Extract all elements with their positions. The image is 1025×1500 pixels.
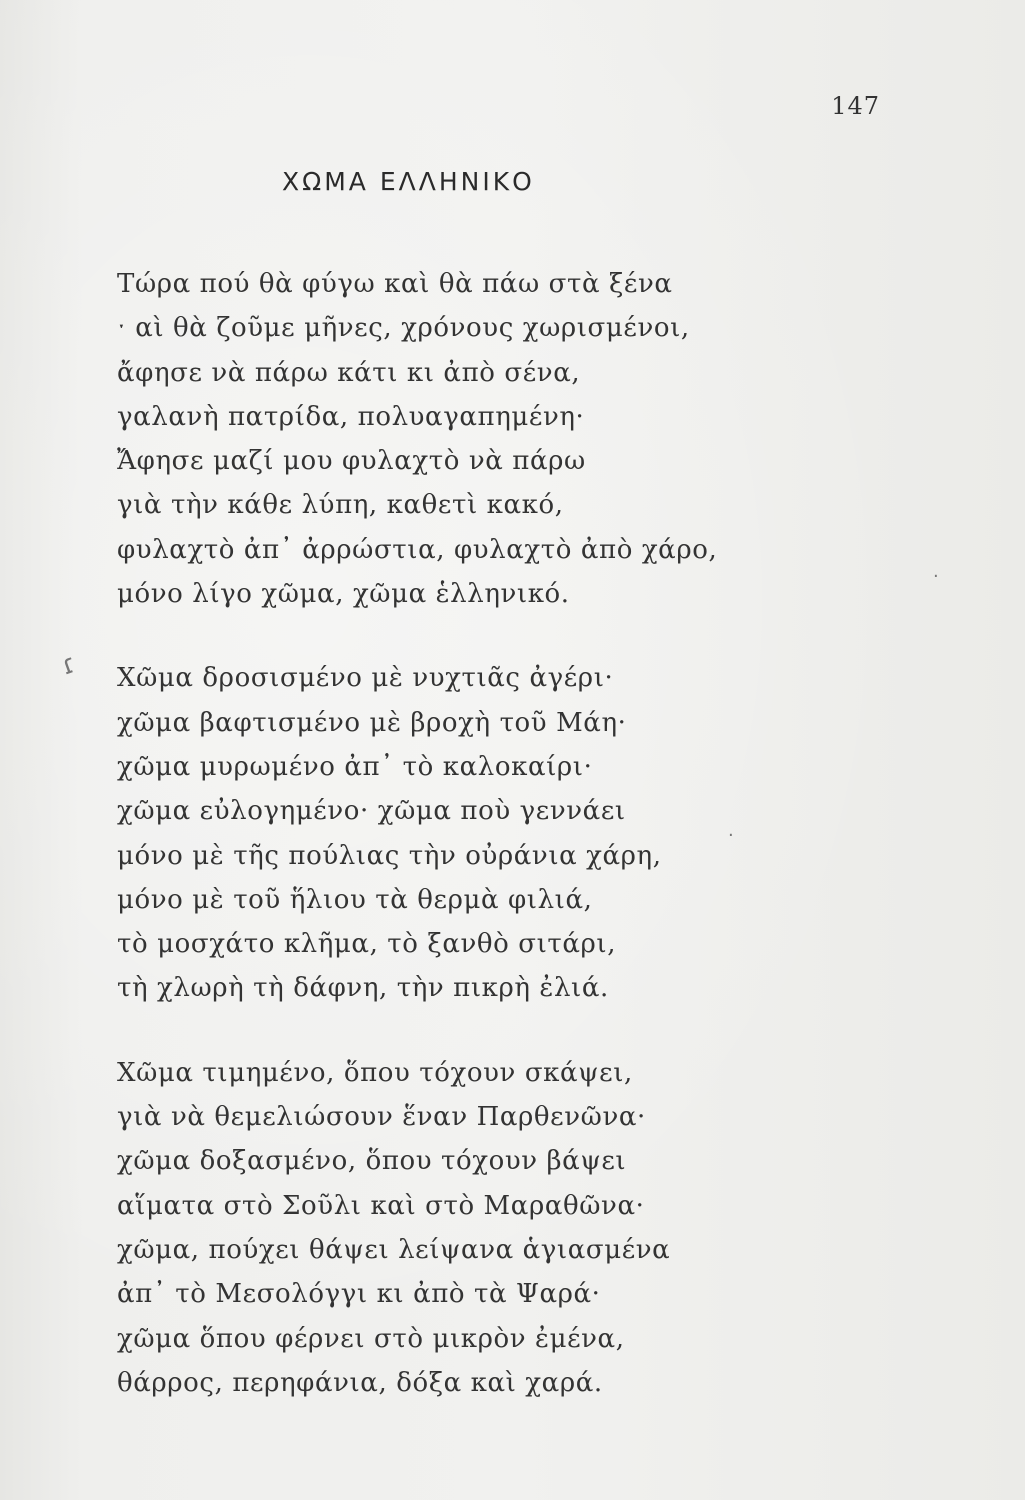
poem-line: Ἄφησε μαζί μου φυλαχτὸ νὰ πάρω bbox=[117, 446, 586, 477]
poem-line: φυλαχτὸ ἀπ᾽ ἀρρώστια, φυλαχτὸ ἀπὸ χάρο, bbox=[117, 534, 718, 565]
poem-body bbox=[117, 262, 817, 1445]
poem-line: ἀπ᾽ τὸ Μεσολόγγι κι ἀπὸ τὰ Ψαρά· bbox=[117, 1279, 601, 1310]
poem-line: τὸ μοσχάτο κλῆμα, τὸ ξανθὸ σιτάρι, bbox=[117, 929, 617, 960]
poem-line: χῶμα δοξασμένο, ὅπου τόχουν βάψει bbox=[117, 1146, 627, 1177]
poem-line: Χῶμα τιμημένο, ὅπου τόχουν σκάψει, bbox=[117, 1057, 633, 1088]
poem-line: χῶμα βαφτισμένο μὲ βροχὴ τοῦ Μάη· bbox=[117, 707, 627, 738]
poem-line: γιὰ νὰ θεμελιώσουν ἕναν Παρθενῶνα· bbox=[117, 1102, 646, 1133]
poem-line: ἄφησε νὰ πάρω κάτι κι ἀπὸ σένα, bbox=[117, 357, 581, 388]
poem-line: μόνο μὲ τῆς πούλιας τὴν οὐράνια χάρη, bbox=[117, 840, 662, 871]
poem-line: Χῶμα δροσισμένο μὲ νυχτιᾶς ἀγέρι· bbox=[117, 663, 614, 694]
poem-line: χῶμα εὐλογημένο· χῶμα ποὺ γεννάει bbox=[117, 796, 626, 827]
margin-dot-mark: · bbox=[933, 566, 939, 587]
poem-line: μόνο λίγο χῶμα, χῶμα ἑλληνικό. bbox=[117, 579, 570, 610]
poem-line: χῶμα μυρωμένο ἀπ᾽ τὸ καλοκαίρι· bbox=[117, 751, 593, 782]
poem-line: γαλανὴ πατρίδα, πολυαγαπημένη· bbox=[117, 401, 585, 432]
poem-line: χῶμα ὅπου φέρνει στὸ μικρὸν ἐμένα, bbox=[117, 1323, 625, 1354]
margin-dot-mark: · bbox=[728, 825, 734, 846]
margin-pencil-mark: ɾ bbox=[57, 648, 81, 682]
poem-line: μόνο μὲ τοῦ ἥλιου τὰ θερμὰ φιλιά, bbox=[117, 884, 593, 915]
poem-line: Τώρα πού θὰ φύγω καὶ θὰ πάω στὰ ξένα bbox=[117, 269, 673, 299]
poem-line: γιὰ τὴν κάθε λύπη, καθετὶ κακό, bbox=[117, 490, 564, 521]
poem-line: χῶμα, πούχει θάψει λείψανα ἁγιασμένα bbox=[117, 1234, 671, 1265]
poem-line: θάρρος, περηφάνια, δόξα καὶ χαρά. bbox=[117, 1367, 603, 1398]
poem-line: ˑ αὶ θὰ ζοῦμε μῆνες, χρόνους χωρισμένοι, bbox=[117, 313, 690, 344]
stanza-2 bbox=[117, 656, 817, 1010]
stanza-1 bbox=[117, 262, 817, 616]
poem-title: ΧΩΜΑ ΕΛΛΗΝΙΚΟ bbox=[282, 167, 535, 196]
page-number: 147 bbox=[831, 92, 880, 120]
poem-line: αἵματα στὸ Σοῦλι καὶ στὸ Μαραθῶνα· bbox=[117, 1190, 645, 1221]
stanza-3 bbox=[117, 1051, 817, 1405]
poem-line: τὴ χλωρὴ τὴ δάφνη, τὴν πικρὴ ἐλιά. bbox=[117, 973, 609, 1004]
